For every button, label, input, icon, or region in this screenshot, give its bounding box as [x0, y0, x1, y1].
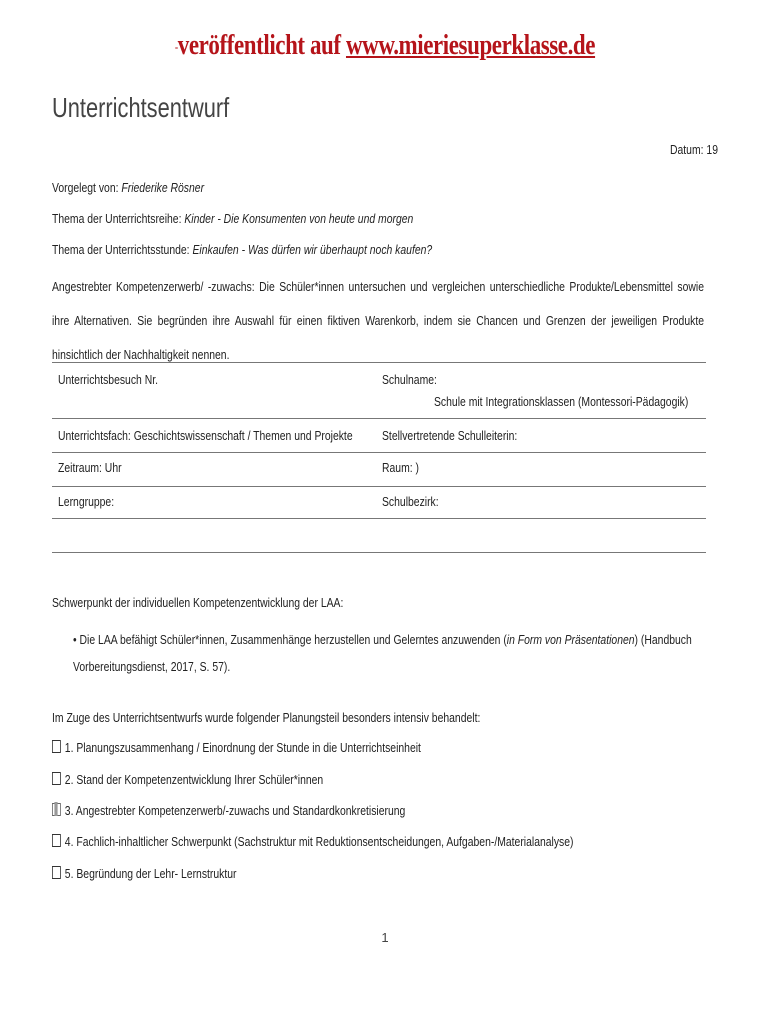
planning-option[interactable] — [52, 772, 323, 787]
focus-bullet-italic: in Form von Präsentationen — [506, 632, 635, 647]
planning-option-label: 3. Angestrebter Kompetenzerwerb/-zuwachs und Standardkonkretisierung — [64, 803, 406, 818]
table-rule — [52, 362, 706, 363]
deputy-principal: Stellvertretende Schulleiterin: — [382, 428, 518, 443]
planning-option-label: 2. Stand der Kompetenzentwicklung Ihrer Schüler*innen — [64, 772, 324, 787]
planning-option-label: 5. Begründung der Lehr- Lernstruktur — [64, 866, 237, 881]
table-rule — [52, 452, 706, 453]
planning-option[interactable] — [52, 834, 574, 849]
submitted-by — [52, 180, 204, 195]
school-name-label: Schulname: — [382, 372, 437, 387]
visit-number: Unterrichtsbesuch Nr. — [58, 372, 158, 387]
banner-text: veröffentlicht auf — [177, 30, 346, 61]
submitted-by-label: Vorgelegt von: — [52, 180, 122, 195]
submitted-by-value: Friederike Rösner — [121, 180, 205, 195]
date-field: Datum: 19 — [670, 142, 718, 157]
checkbox-icon[interactable] — [52, 740, 61, 753]
series-topic-value: Kinder - Die Konsumenten von heute und morgen — [184, 211, 414, 226]
focus-bullet — [73, 626, 721, 680]
planning-option-label: 1. Planungszusammenhang / Einordnung der Stunde in die Unterrichtseinheit — [64, 740, 421, 755]
planning-option-label: 4. Fachlich-inhaltlicher Schwerpunkt (Sachstruktur mit Reduktionsentscheidungen, Aufgaben-/Materialanalyse) — [64, 834, 574, 849]
room: Raum: ) — [382, 460, 419, 475]
checkbox-icon[interactable] — [52, 866, 61, 879]
focus-bullet-tail: ) (Handbuch Vorbereitungsdienst, 2017, S. 57). — [73, 632, 692, 674]
table-rule — [52, 552, 706, 553]
table-rule — [52, 486, 706, 487]
bullet-icon: • — [73, 632, 80, 647]
lesson-topic-value: Einkaufen - Was dürfen wir überhaupt noch kaufen? — [192, 242, 433, 257]
document-title: Unterrichtsentwurf — [52, 92, 230, 123]
banner-prefix: - — [174, 40, 178, 55]
checked-checkbox-icon[interactable] — [52, 803, 61, 816]
planning-option[interactable] — [52, 866, 237, 881]
banner-link[interactable]: www.mieriesuperklasse.de — [345, 30, 596, 61]
page-number: 1 — [381, 930, 389, 945]
lesson-topic — [52, 242, 432, 257]
publisher-banner — [69, 30, 700, 62]
learning-group: Lerngruppe: — [58, 494, 115, 509]
series-topic-label: Thema der Unterrichtsreihe: — [52, 211, 185, 226]
school-name-value: Schule mit Integrationsklassen (Montessori-Pädagogik) — [434, 394, 689, 409]
checkbox-icon[interactable] — [52, 772, 61, 785]
planning-heading: Im Zuge des Unterrichtsentwurfs wurde folgender Planungsteil besonders intensiv behandelt: — [52, 710, 481, 725]
focus-heading: Schwerpunkt der individuellen Kompetenzentwicklung der LAA: — [52, 595, 344, 610]
lesson-topic-label: Thema der Unterrichtsstunde: — [52, 242, 193, 257]
planning-option-marked[interactable] — [52, 803, 405, 818]
school-district: Schulbezirk: — [382, 494, 439, 509]
planning-option[interactable] — [52, 740, 421, 755]
table-rule — [52, 418, 706, 419]
series-topic — [52, 211, 413, 226]
table-rule — [52, 518, 706, 519]
competence-paragraph: Angestrebter Kompetenzerwerb/ -zuwachs: Die Schüler*innen untersuchen und vergleichen unterschiedliche Produkte/Lebensmittel sowie ihre Alternativen. Sie begründen ihre Auswahl für einen fiktiven Warenkorb, indem sie Chancen und Grenzen der jeweiligen Produkte hinsichtlich der Nachhaltigkeit nennen. — [52, 279, 704, 362]
time-slot: Zeitraum: Uhr — [58, 460, 122, 475]
checkbox-icon[interactable] — [52, 834, 61, 847]
focus-bullet-text: Die LAA befähigt Schüler*innen, Zusammenhänge herzustellen und Gelerntes anzuwenden ( — [79, 632, 507, 647]
subject: Unterrichtsfach: Geschichtswissenschaft / Themen und Projekte — [58, 428, 353, 443]
